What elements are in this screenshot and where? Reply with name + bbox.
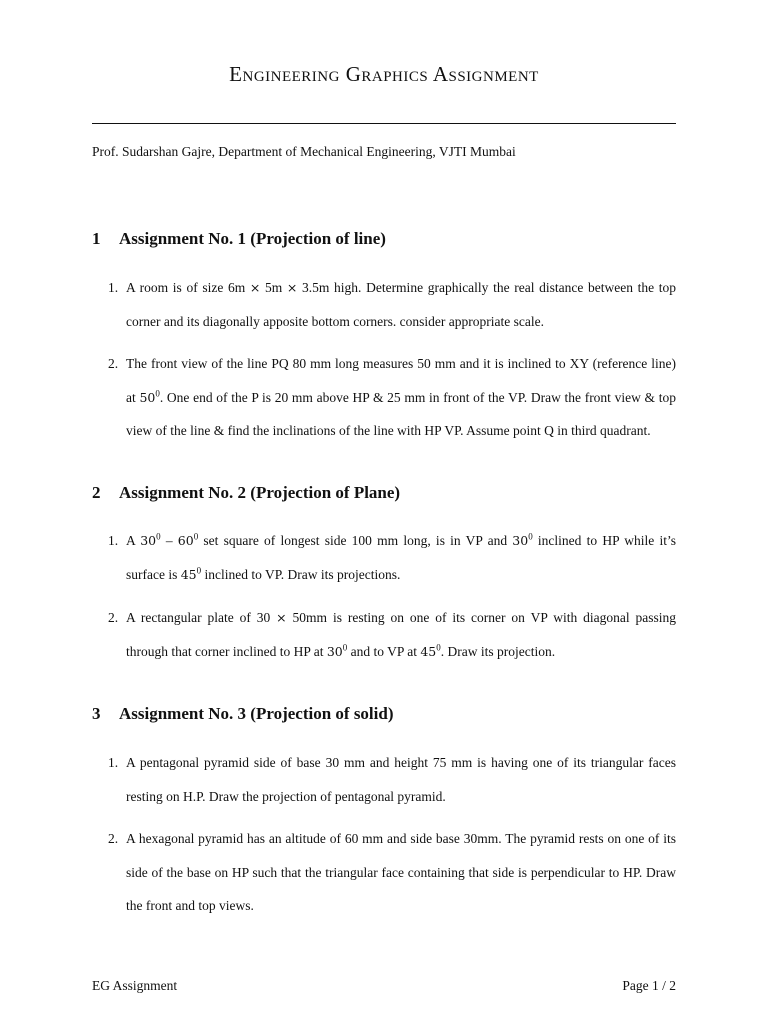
section-heading-2 — [92, 483, 400, 503]
footer-label: EG Assignment — [92, 978, 178, 993]
item-text: A $30^0 - 60^0$ set square of longest side 100 mm long, is in VP and $30^0$ inclined to HP while it’s surface is $45^0$ inclined to VP. Draw its projections. — [126, 531, 676, 582]
list-item — [108, 271, 676, 338]
item-text: A rectangular plate of 30 × 50mm is resting on one of its corner on VP with diagonal passing through that corner inclined to HP at $30^0$ and to VP at $45^0$. Draw its projection. — [126, 610, 676, 659]
list-item — [108, 601, 676, 668]
page-number: Page 1 / 2 — [622, 978, 676, 993]
document-title: Engineering Graphics Assignment — [229, 62, 539, 86]
item-text: A pentagonal pyramid side of base 30 mm and height 75 mm is having one of its triangular faces resting on H.P. Draw the projection of pentagonal pyramid. — [126, 755, 676, 804]
list-item — [108, 347, 676, 448]
list-marker: 1. — [108, 533, 119, 548]
section-number: 3 — [92, 704, 101, 723]
list-marker: 2. — [108, 356, 119, 371]
section-title: Assignment No. 1 (Projection of line) — [119, 229, 386, 248]
title-divider — [92, 123, 676, 124]
list-item — [108, 822, 676, 923]
item-text: A hexagonal pyramid has an altitude of 60 mm and side base 30mm. The pyramid rests on one of its side of the base on HP such that the triangular face containing that side is perpendicular to HP. Draw the front and top views. — [126, 831, 676, 913]
section-title: Assignment No. 2 (Projection of Plane) — [119, 483, 401, 502]
section-number: 2 — [92, 483, 101, 502]
item-text: A room is of size 6m × 5m × 3.5m high. Determine graphically the real distance between the top corner and its diagonally apposite bottom corners. consider appropriate scale. — [126, 280, 676, 329]
list-marker: 2. — [108, 610, 119, 625]
section-heading-3 — [92, 704, 394, 724]
section-heading-1 — [92, 229, 386, 249]
section-title: Assignment No. 3 (Projection of solid) — [119, 704, 394, 723]
list-marker: 2. — [108, 831, 119, 846]
author-line: Prof. Sudarshan Gajre, Department of Mechanical Engineering, VJTI Mumbai — [92, 144, 516, 159]
list-marker: 1. — [108, 280, 119, 295]
list-item — [108, 524, 676, 591]
section-number: 1 — [92, 229, 101, 248]
item-text: The front view of the line PQ 80 mm long measures 50 mm and it is inclined to XY (reference line) at $50^0$. One end of the P is 20 mm above HP & 25 mm in front of the VP. Draw the front view & top view of the line & find the inclinations of the line with HP VP. Assume point Q in third quadrant. — [126, 356, 676, 438]
list-item — [108, 746, 676, 813]
list-marker: 1. — [108, 755, 119, 770]
